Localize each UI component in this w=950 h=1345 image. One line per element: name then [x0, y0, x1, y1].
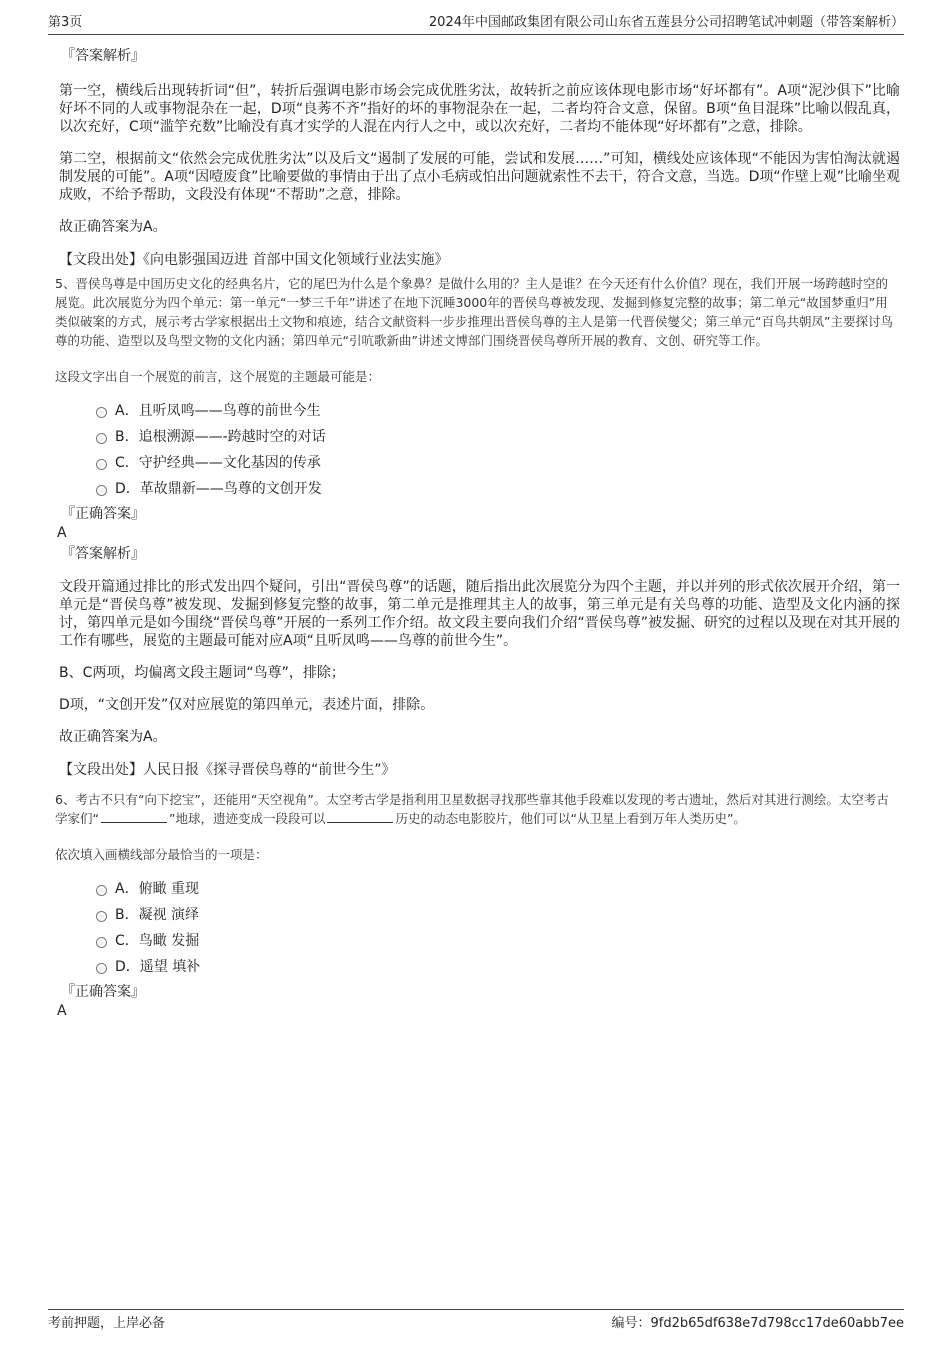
fill-blank-2: [327, 810, 393, 823]
correct-answer: A: [57, 525, 67, 541]
option-d[interactable]: D．革故鼎新——鸟尊的文创开发: [55, 476, 900, 502]
page-footer: [48, 1309, 904, 1332]
source-citation: 【文段出处】《向电影强国迈进 首部中国文化领域行业法实施》: [59, 252, 449, 268]
page-header: [48, 14, 904, 35]
radio-icon[interactable]: [96, 433, 107, 444]
analysis-paragraph: 文段开篇通过排比的形式发出四个疑问，引出“晋侯鸟尊”的话题，随后指出此次展览分为四个主题，并以并列的形式依次展开介绍，第一单元是“晋侯鸟尊”被发现、发掘到修复完整的故事，第二单元是推理其主人的故事，第三单元是有关鸟尊的功能、造型及文化内涵的探讨，第四单元是如今围绕“晋侯鸟尊”开展的一系列工作介绍。故文段主要向我们介绍“晋侯鸟尊”被发掘、研究的过程以及现在对其开展的工作有哪些，展览的主题最可能对应A项“且听凤鸣——鸟尊的前世今生”。: [59, 579, 901, 649]
option-a[interactable]: A．俯瞰 重现: [55, 876, 900, 902]
analysis-label: 『答案解析』: [61, 48, 145, 64]
answer-conclusion: 故正确答案为A。: [59, 219, 167, 235]
option-a[interactable]: A．且听凤鸣——鸟尊的前世今生: [55, 398, 900, 424]
radio-icon[interactable]: [96, 485, 107, 496]
question-6-text: 6、考古不只有“向下挖宝”，还能用“天空视角”。太空考古学是指利用卫星数据寻找那些靠其他手段难以发现的考古遗址，然后对其进行测绘。太空考古学家们“ ”地球，遗迹变成一段段可以 历史的动态电影胶片，他们可以“从卫星上看到万年人类历史”。: [55, 792, 889, 826]
correct-answer-label: 『正确答案』: [61, 506, 145, 522]
radio-icon[interactable]: [96, 937, 107, 948]
document-title: 2024年中国邮政集团有限公司山东省五莲县分公司招聘笔试冲刺题（带答案解析）: [428, 15, 904, 30]
footer-slogan: 考前押题，上岸必备: [48, 1316, 166, 1331]
radio-icon[interactable]: [96, 407, 107, 418]
analysis-paragraph: 第一空，横线后出现转折词“但”，转折后强调电影市场会完成优胜劣汰，故转折之前应该体现电影市场“好坏都有”。A项“泥沙俱下”比喻好坏不同的人或事物混杂在一起，D项“良莠不齐”指好的坏的事物混杂在一起，二者均符合文意，保留。B项“鱼目混珠”比喻以假乱真，以次充好，C项“滥竽充数”比喻没有真才实学的人混在内行人之中，或以次充好，二者均不能体现“好坏都有”之意，排除。: [59, 83, 900, 135]
fill-blank-1: [101, 810, 167, 823]
radio-icon[interactable]: [96, 885, 107, 896]
page-number: 第3页: [48, 15, 83, 30]
answer-conclusion: 故正确答案为A。: [59, 729, 167, 745]
option-b[interactable]: B．凝视 演绎: [55, 902, 900, 928]
document-id: 编号：9fd2b65df638e7d798cc17de60abb7ee: [611, 1316, 904, 1331]
option-c[interactable]: C．守护经典——文化基因的传承: [55, 450, 900, 476]
option-d[interactable]: D．遥望 填补: [55, 954, 900, 980]
analysis-label: 『答案解析』: [61, 546, 145, 562]
correct-answer-label: 『正确答案』: [61, 984, 145, 1000]
question-6-prompt: 依次填入画横线部分最恰当的一项是：: [55, 847, 268, 862]
question-5-options: [55, 398, 900, 502]
analysis-paragraph: B、C两项，均偏离文段主题词“鸟尊”，排除；: [59, 665, 345, 681]
page-content: [55, 42, 900, 1020]
option-c[interactable]: C．鸟瞰 发掘: [55, 928, 900, 954]
correct-answer: A: [57, 1003, 67, 1019]
radio-icon[interactable]: [96, 963, 107, 974]
analysis-paragraph: D项，“文创开发”仅对应展览的第四单元，表述片面，排除。: [59, 697, 435, 713]
analysis-paragraph: 第二空，根据前文“依然会完成优胜劣汰”以及后文“遏制了发展的可能，尝试和发展……”可知，横线处应该体现“不能因为害怕淘汰就遏制发展的可能”。A项“因噎废食”比喻要做的事情由于出了点小毛病或怕出问题就索性不去干，符合文意，当选。D项“作壁上观”比喻坐观成败，不给予帮助，文段没有体现“不帮助”之意，排除。: [59, 151, 900, 203]
source-citation: 【文段出处】人民日报《探寻晋侯鸟尊的“前世今生”》: [59, 762, 396, 778]
radio-icon[interactable]: [96, 459, 107, 470]
question-5-prompt: 这段文字出自一个展览的前言，这个展览的主题最可能是：: [55, 369, 381, 384]
question-6-options: [55, 876, 900, 980]
question-5-text: 5、晋侯鸟尊是中国历史文化的经典名片，它的尾巴为什么是个象鼻？是做什么用的？主人是谁？在今天还有什么价值？现在，我们开展一场跨越时空的展览。此次展览分为四个单元：第一单元“一梦三千年”讲述了在地下沉睡3000年的晋侯鸟尊被发现、发掘到修复完整的故事；第二单元“故国梦重归”用类似破案的方式，展示考古学家根据出土文物和痕迹，结合文献资料一步步推理出晋侯鸟尊的主人是第一代晋侯燮父；第三单元“百鸟共朝凤”主要探讨鸟尊的功能、造型以及鸟型文物的文化内涵；第四单元“引吭歌新曲”讲述文博部门围绕晋侯鸟尊所开展的教育、文创、研究等工作。: [55, 276, 893, 348]
option-b[interactable]: B．追根溯源——-跨越时空的对话: [55, 424, 900, 450]
radio-icon[interactable]: [96, 911, 107, 922]
